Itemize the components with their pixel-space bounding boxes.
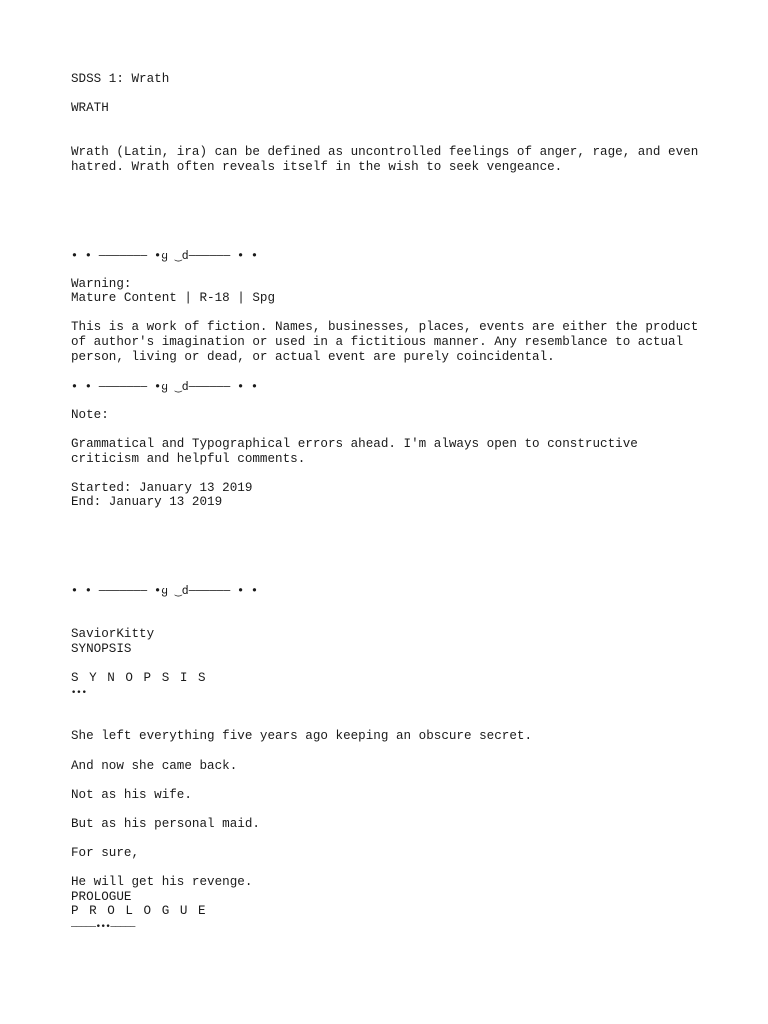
content-rating: Mature Content | R-18 | Spg — [71, 291, 276, 306]
synopsis-dots: ••• — [71, 687, 87, 698]
spacer — [71, 364, 711, 379]
spacer — [71, 656, 711, 671]
prologue-label: PROLOGUE — [71, 889, 132, 904]
spacer — [71, 773, 711, 788]
spacer — [71, 422, 711, 437]
spacer — [71, 116, 711, 145]
synopsis-line: But as his personal maid. — [71, 816, 260, 831]
warning-label: Warning: — [71, 276, 132, 291]
synopsis-heading: S Y N O P S I S — [71, 670, 208, 685]
document-page — [71, 72, 711, 933]
synopsis-line: For sure, — [71, 845, 140, 860]
definition-paragraph: Wrath (Latin, ira) can be defined as uncontrolled feelings of anger, rage, and even hatred. Wrath often reveals itself in the wish to seek vengeance. — [71, 144, 706, 174]
spacer — [71, 802, 711, 817]
note-paragraph: Grammatical and Typographical errors ahead. I'm always open to constructive criticism and helpful comments. — [71, 436, 646, 466]
spacer — [71, 262, 711, 277]
spacer — [71, 831, 711, 846]
doc-title: SDSS 1: Wrath — [71, 72, 170, 86]
author-name: SaviorKitty — [71, 627, 155, 642]
start-date: Started: January 13 2019 — [71, 480, 253, 495]
spacer — [71, 700, 711, 729]
synopsis-label: SYNOPSIS — [71, 641, 132, 656]
spacer — [71, 598, 711, 627]
spacer — [71, 466, 711, 481]
end-date: End: January 13 2019 — [71, 495, 223, 510]
synopsis-line: She left everything five years ago keeping an obscure secret. — [71, 729, 533, 744]
spacer — [71, 744, 711, 759]
prologue-rule-text: —————•••————— — [71, 921, 135, 932]
synopsis-line: He will get his revenge. — [71, 874, 253, 889]
disclaimer-paragraph: This is a work of fiction. Names, businesses, places, events are either the product of author's imagination or used in a fictitious manner. Any resemblance to actual person, living or dead, or actual event are purely coincidental. — [71, 320, 706, 364]
spacer — [71, 87, 711, 102]
note-label: Note: — [71, 407, 109, 422]
spacer — [71, 306, 711, 321]
prologue-rule — [71, 919, 171, 934]
ornament-divider: • • ——————— •ყ ‿d—————— • • — [71, 378, 258, 393]
prologue-heading: P R O L O G U E — [71, 904, 208, 919]
ornament-divider: • • ——————— •ყ ‿d—————— • • — [71, 247, 258, 262]
ornament-divider: • • ——————— •ყ ‿d—————— • • — [71, 583, 258, 598]
synopsis-line: And now she came back. — [71, 758, 238, 773]
synopsis-line: Not as his wife. — [71, 787, 192, 802]
spacer — [71, 393, 711, 408]
spacer — [71, 510, 711, 584]
spacer — [71, 174, 711, 248]
spacer — [71, 860, 711, 875]
chapter-heading: WRATH — [71, 101, 109, 116]
